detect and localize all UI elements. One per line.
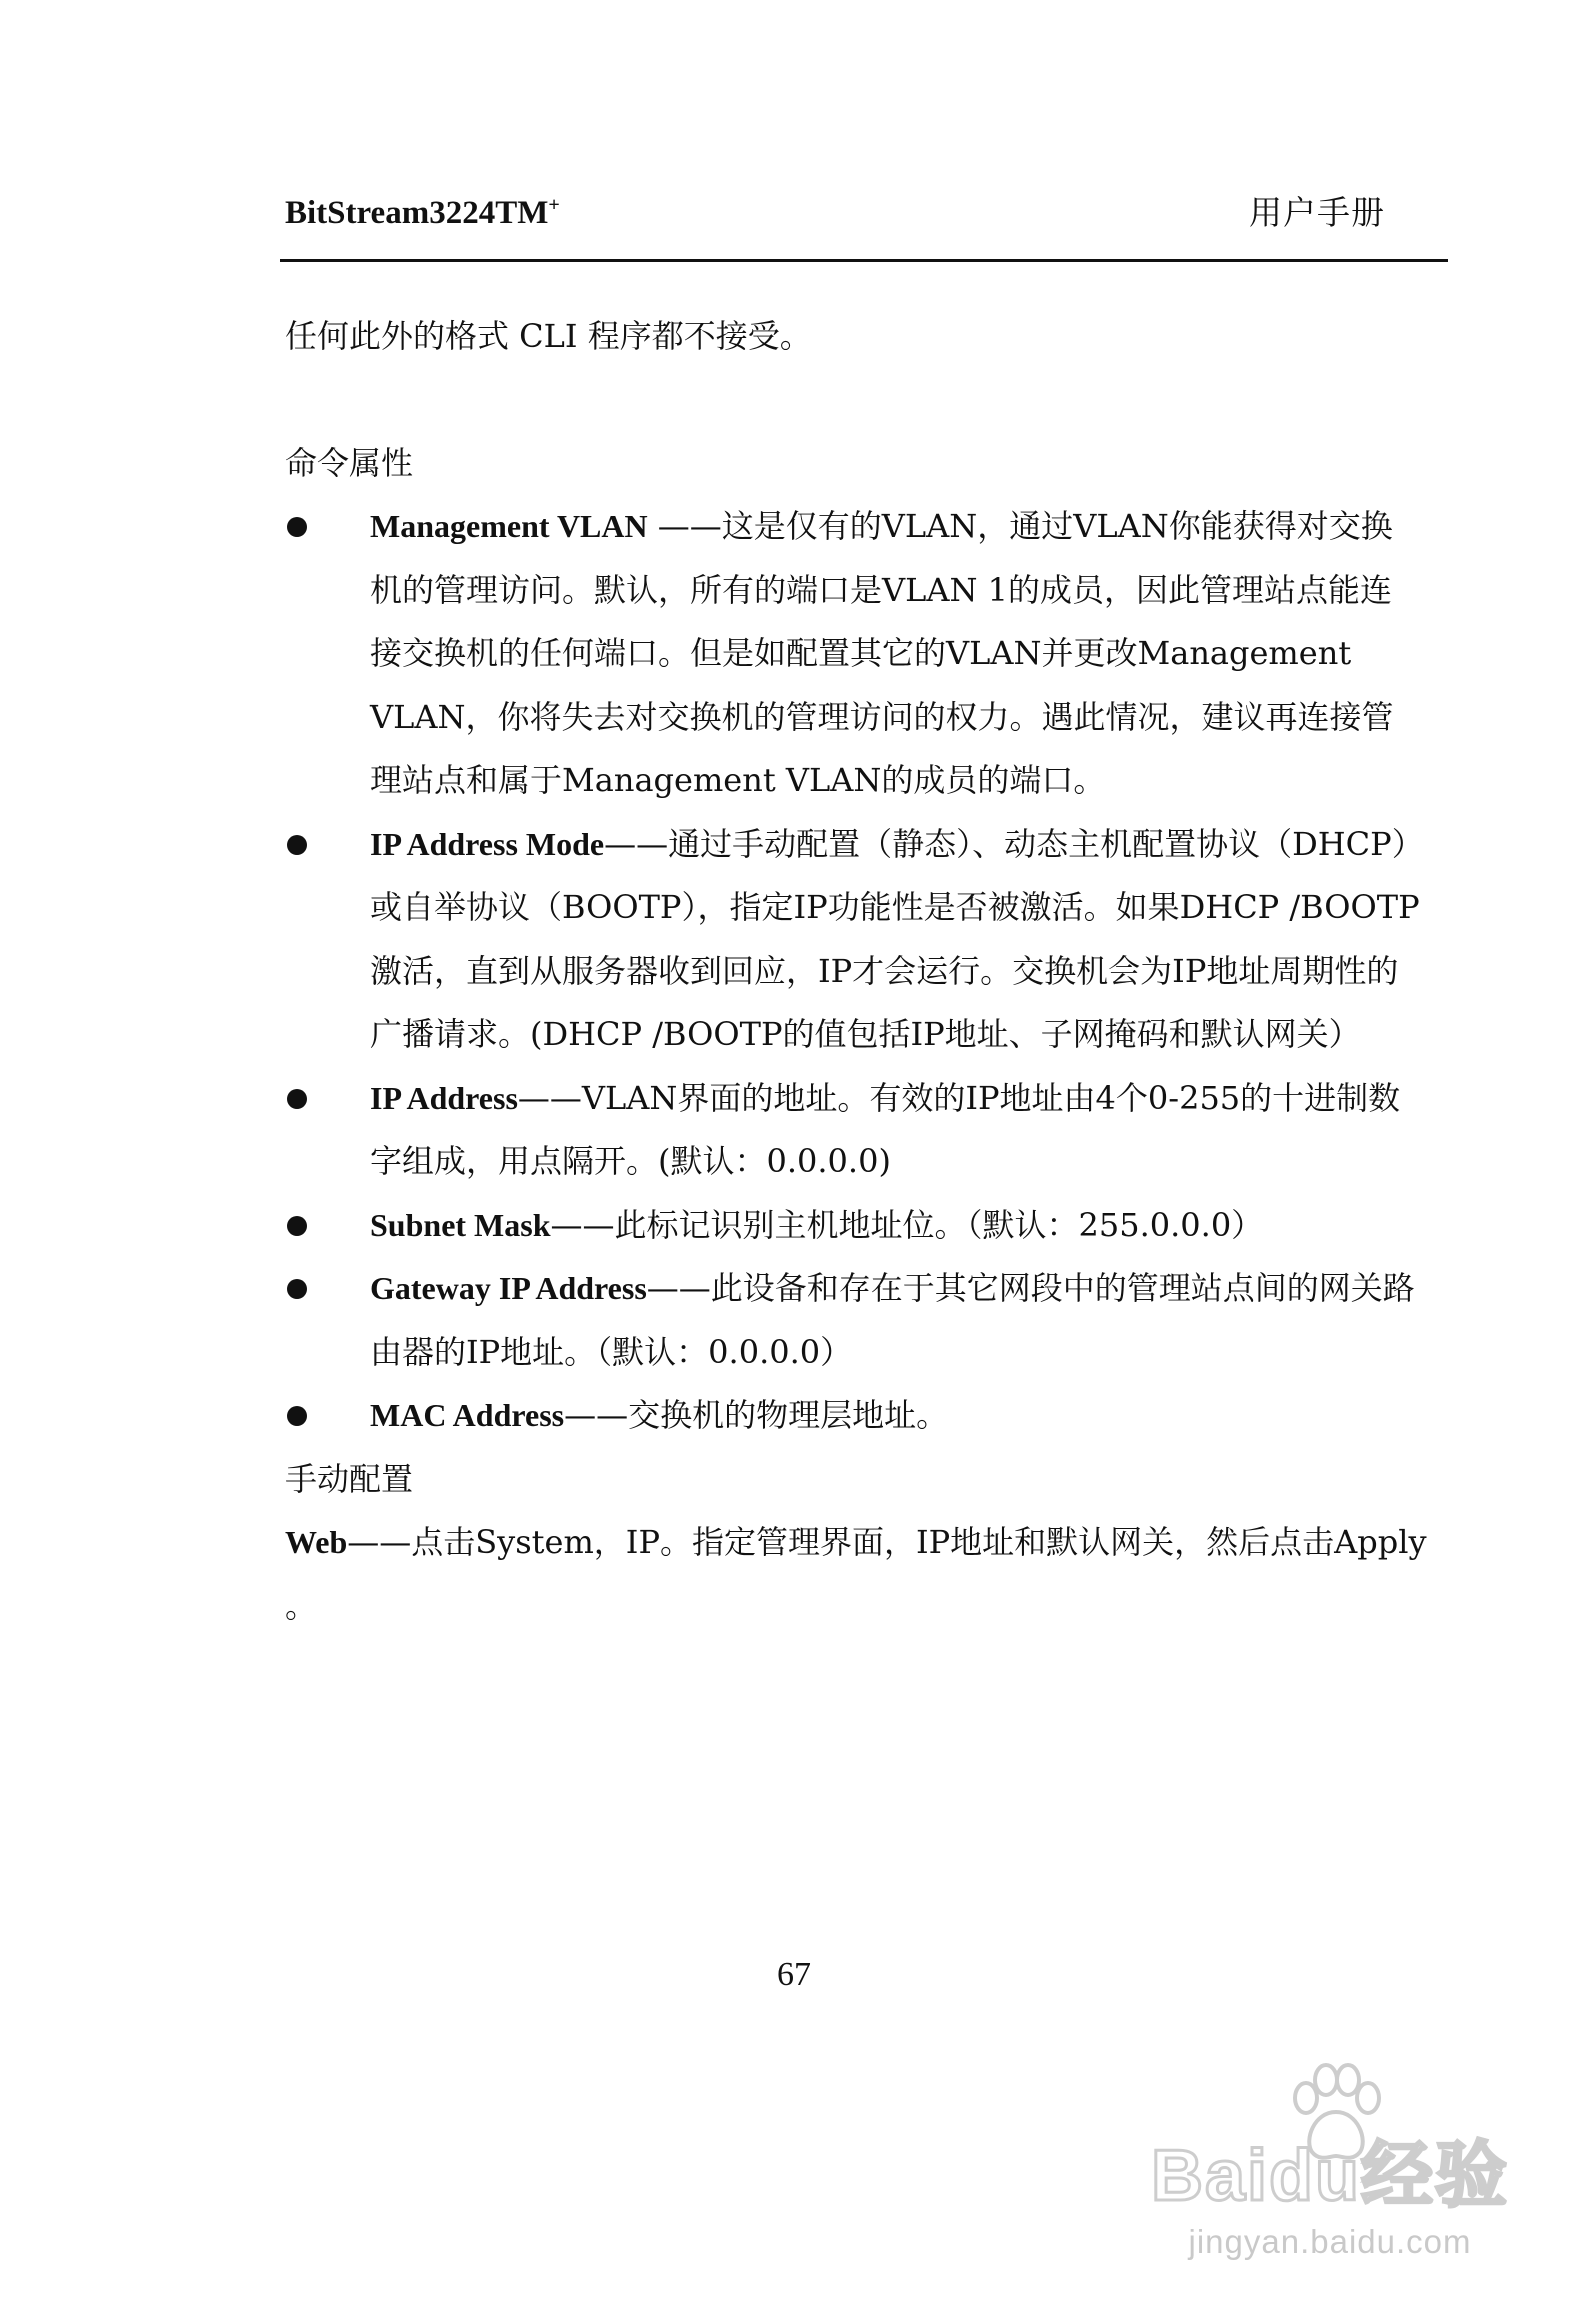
attribute-description: ——VLAN界面的地址。有效的IP地址由4个0-255的十进制数字组成，用点隔开。(默认：0.0.0.0) <box>370 1078 1401 1180</box>
bullet-icon <box>287 517 307 537</box>
list-item <box>285 1067 1420 1194</box>
section-title: 命令属性 <box>285 443 414 482</box>
header-divider <box>280 259 1448 262</box>
document-title-text: BitStream3224TM <box>285 195 549 231</box>
attribute-term: Subnet Mask <box>370 1206 551 1243</box>
list-item <box>285 1384 1420 1448</box>
bullet-icon <box>287 1216 307 1236</box>
attribute-description: ——此设备和存在于其它网段中的管理站点间的网关路由器的IP地址。（默认：0.0.0.0） <box>370 1269 1415 1371</box>
page-header <box>285 188 1385 238</box>
attribute-term: Management VLAN <box>370 508 648 544</box>
attribute-description: ——此标记识别主机地址位。（默认：255.0.0.0） <box>550 1205 1264 1244</box>
manual-config-title: 手动配置 <box>285 1459 414 1498</box>
bullet-icon <box>287 1406 307 1426</box>
list-item <box>285 1194 1420 1258</box>
web-instruction <box>285 1511 1445 1638</box>
document-title <box>285 188 560 238</box>
bullet-icon <box>287 1279 307 1299</box>
attribute-term: Gateway IP Address <box>370 1270 647 1306</box>
baidu-watermark <box>1130 2060 1530 2280</box>
document-title-superscript: + <box>548 194 560 216</box>
attribute-list <box>285 495 1445 1448</box>
web-term: Web <box>285 1524 348 1560</box>
list-item <box>285 1257 1420 1384</box>
list-item <box>285 495 1420 813</box>
attribute-description: ——交换机的物理层地址。 <box>564 1396 949 1434</box>
attribute-term: MAC Address <box>370 1397 565 1433</box>
intro-paragraph: 任何此外的格式 CLI 程序都不接受。 <box>285 317 812 355</box>
attribute-description: ——通过手动配置（静态）、动态主机配置协议（DHCP）或自举协议（BOOTP），指定IP功能性是否被激活。如果DHCP /BOOTP激活，直到从服务器收到回应，IP才会运行。交换机会为IP地址周期性的广播请求。(DHCP /BOOTP的值包括IP地址、子网掩码和默认网关） <box>370 824 1420 1053</box>
bullet-icon <box>287 835 307 855</box>
attribute-description: ——这是仅有的VLAN，通过VLAN你能获得对交换机的管理访问。默认，所有的端口是VLAN 1的成员，因此管理站点能连接交换机的任何端口。但是如配置其它的VLAN并更改Management VLAN，你将失去对交换机的管理访问的权力。遇此情况，建议再连接管理站点和属于Management VLAN的成员的端口。 <box>370 507 1394 799</box>
watermark-brand: Baidu经验 <box>1150 2136 1509 2216</box>
page-number: 67 <box>777 1956 811 1993</box>
bullet-icon <box>287 1089 307 1109</box>
list-item <box>285 813 1420 1067</box>
watermark-url: jingyan.baidu.com <box>1188 2223 1472 2260</box>
document-kind: 用户手册 <box>1249 193 1385 232</box>
page-content <box>285 305 1445 1638</box>
attribute-term: IP Address <box>370 1079 518 1116</box>
attribute-term: IP Address Mode <box>370 825 605 862</box>
web-description: ——点击System，IP。指定管理界面，IP地址和默认网关，然后点击Apply 。 <box>285 1523 1427 1625</box>
